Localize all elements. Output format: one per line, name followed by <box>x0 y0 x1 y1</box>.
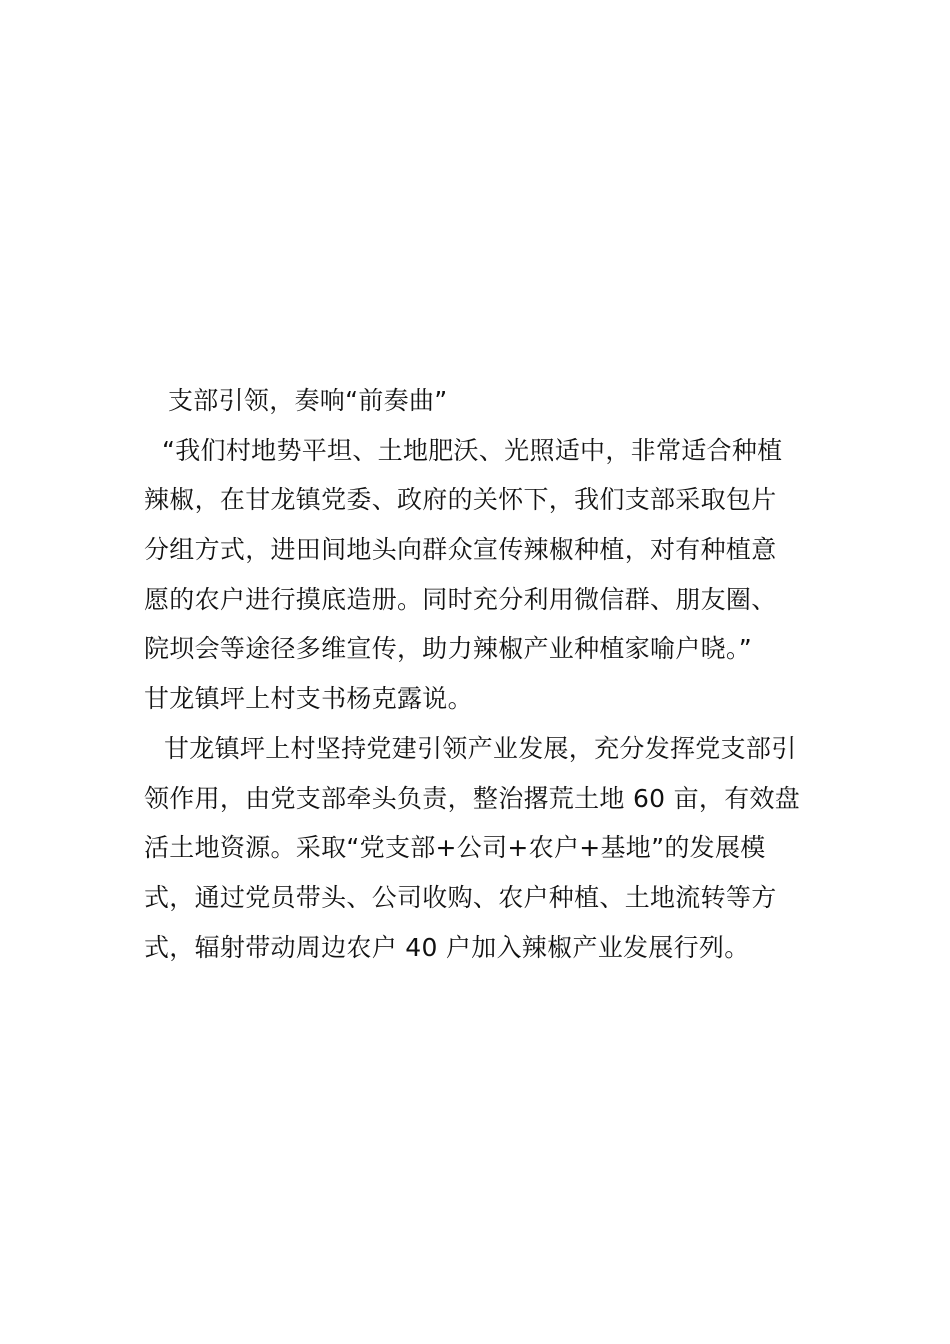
quote-line: 院坝会等途径多维宣传，助力辣椒产业种植家喻户晓。” <box>144 634 752 664</box>
quote-line: 分组方式，进田间地头向群众宣传辣椒种植，对有种植意 <box>144 535 777 565</box>
section-heading: 支部引领，奏响“前奏曲” <box>168 386 448 415</box>
quote-attribution: 甘龙镇坪上村支书杨克露说。 <box>144 684 473 714</box>
paragraph-line: 领作用，由党支部牵头负责，整治撂荒土地 60 亩，有效盘 <box>144 783 801 813</box>
paragraph-line: 甘龙镇坪上村坚持党建引领产业发展，充分发挥党支部引 <box>164 733 797 763</box>
quote-line: “我们村地势平坦、土地肥沃、光照适中，非常适合种植 <box>162 435 783 465</box>
paragraph-line: 式，通过党员带头、公司收购、农户种植、土地流转等方 <box>144 882 777 912</box>
article-body <box>144 376 808 972</box>
quote-line: 愿的农户进行摸底造册。同时充分利用微信群、朋友圈、 <box>144 584 777 614</box>
paragraph-line: 活土地资源。采取“党支部+公司+农户+基地”的发展模 <box>144 833 766 863</box>
paragraph-line: 式，辐射带动周边农户 40 户加入辣椒产业发展行列。 <box>144 932 750 962</box>
quote-line: 辣椒，在甘龙镇党委、政府的关怀下，我们支部采取包片 <box>144 485 777 515</box>
